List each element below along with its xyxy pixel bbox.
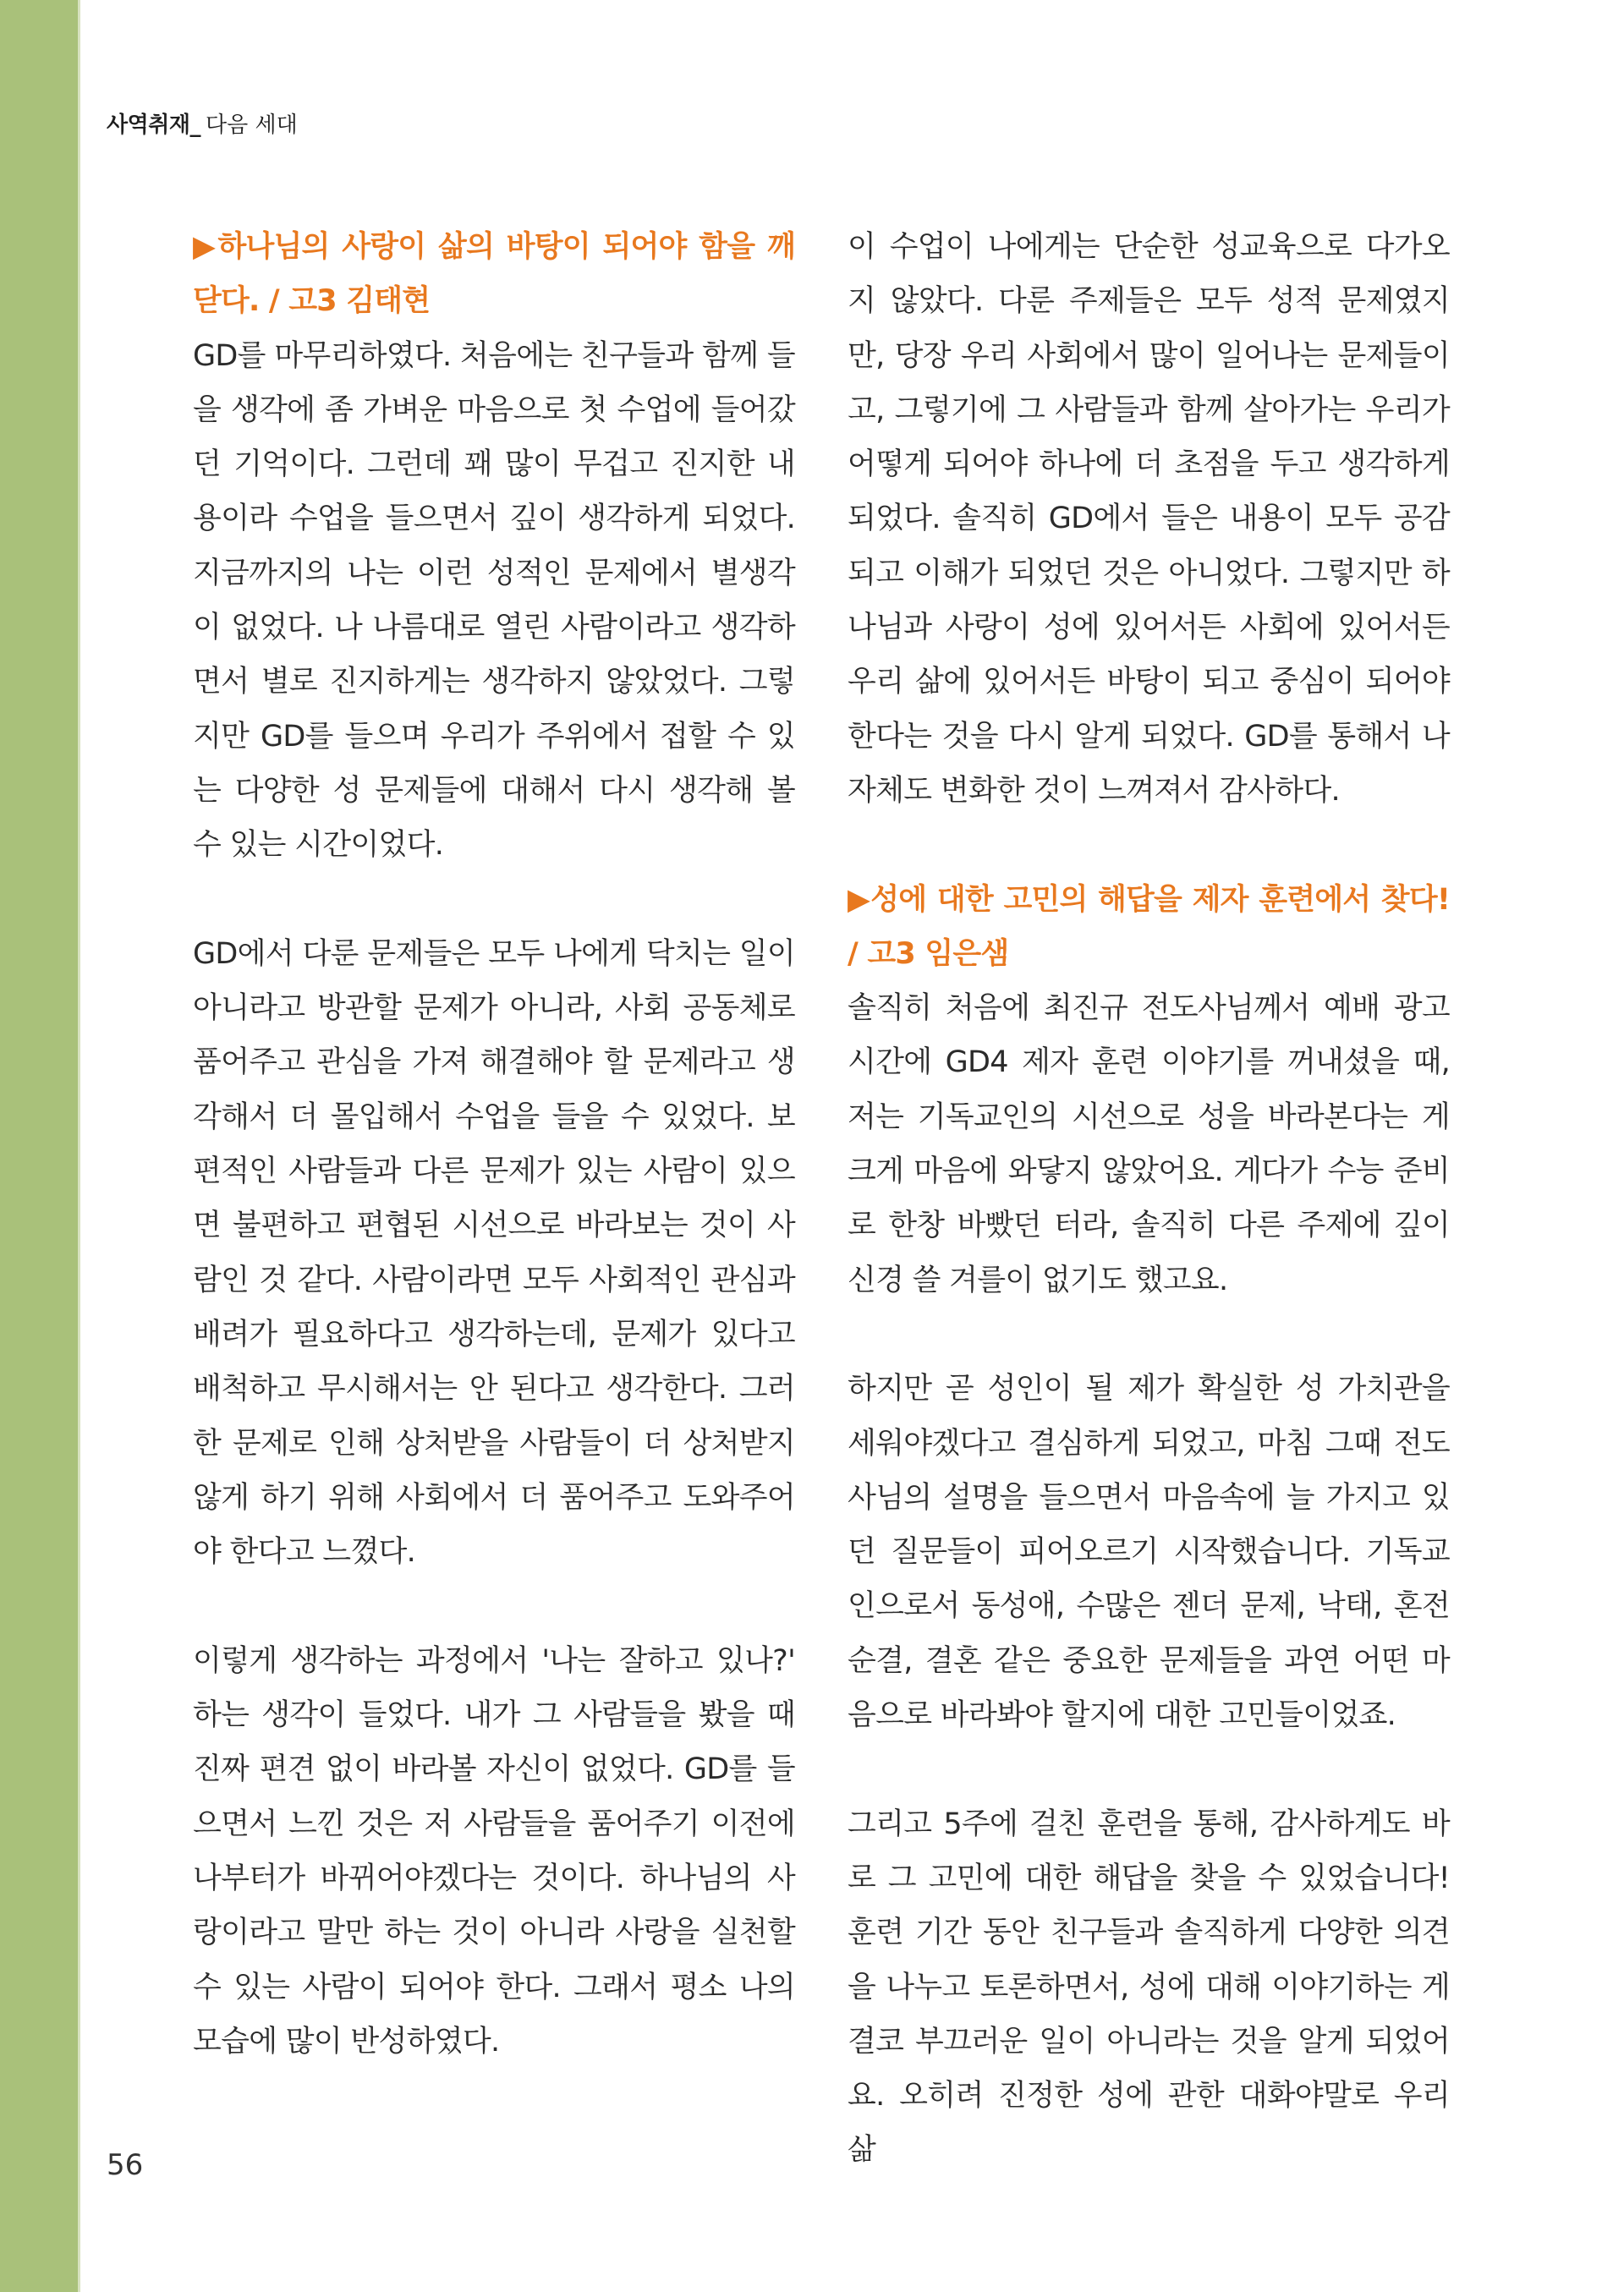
section-label: 사역취재_: [107, 112, 200, 138]
paragraph-gap: [193, 873, 795, 927]
left-paragraph-1: GD를 마무리하였다. 처음에는 친구들과 함께 들을 생각에 좀 가벼운 마음으로 첫 수업에 들어갔던 기억이다. 그런데 꽤 많이 무겁고 진지한 내용이라 수업을 들으면서 깊이 생각하게 되었다. 지금까지의 나는 이런 성적인 문제에서 별생각이 없었다. 나 나름대로 열린 사람이라고 생각하면서 별로 진지하게는 생각하지 않았었다. 그렇지만 GD를 들으며 우리가 주위에서 접할 수 있는 다양한 성 문제들에 대해서 다시 생각해 볼 수 있는 시간이었다.: [193, 338, 795, 863]
paragraph-gap: [848, 1742, 1450, 1796]
left-heading: ▶하나님의 사랑이 삶의 바탕이 되어야 함을 깨닫다. / 고3 김태현: [193, 230, 795, 319]
right-paragraph-2: 솔직히 처음에 최진규 전도사님께서 예배 광고 시간에 GD4 제자 훈련 이야기를 꺼내셨을 때, 저는 기독교인의 시선으로 성을 바라본다는 게 크게 마음에 와닿지 않았어요. 게다가 수능 준비로 한창 바빴던 터라, 솔직히 다른 주제에 깊이 신경 쓸 겨를이 없기도 했고요.: [848, 991, 1450, 1297]
paragraph-gap: [848, 1308, 1450, 1362]
left-paragraph-3: 이렇게 생각하는 과정에서 '나는 잘하고 있나?' 하는 생각이 들었다. 내가 그 사람들을 봤을 때 진짜 편견 없이 바라볼 자신이 없었다. GD를 들으면서 느낀 것은 저 사람들을 품어주기 이전에 나부터가 바뀌어야겠다는 것이다. 하나님의 사랑이라고 말만 하는 것이 아니라 사랑을 실천할 수 있는 사람이 되어야 한다. 그래서 평소 나의 모습에 많이 반성하였다.: [193, 1643, 795, 2059]
paragraph-gap: [848, 818, 1450, 872]
section-subtitle: 다음 세대: [205, 112, 298, 138]
right-heading: ▶성에 대한 고민의 해답을 제자 훈련에서 찾다! / 고3 임은샘: [848, 882, 1450, 971]
left-paragraph-2: GD에서 다룬 문제들은 모두 나에게 닥치는 일이 아니라고 방관할 문제가 아니라, 사회 공동체로 품어주고 관심을 가져 해결해야 할 문제라고 생각해서 더 몰입해서 수업을 들을 수 있었다. 보편적인 사람들과 다른 문제가 있는 사람이 있으면 불편하고 편협된 시선으로 바라보는 것이 사람인 것 같다. 사람이라면 모두 사회적인 관심과 배려가 필요하다고 생각하는데, 문제가 있다고 배척하고 무시해서는 안 된다고 생각한다. 그러한 문제로 인해 상처받을 사람들이 더 상처받지 않게 하기 위해 사회에서 더 품어주고 도와주어야 한다고 느꼈다.: [193, 936, 795, 1570]
right-paragraph-4: 그리고 5주에 걸친 훈련을 통해, 감사하게도 바로 그 고민에 대한 해답을 찾을 수 있었습니다! 훈련 기간 동안 친구들과 솔직하게 다양한 의견을 나누고 토론하면서, 성에 대해 이야기하는 게 결코 부끄러운 일이 아니라는 것을 알게 되었어요. 오히려 진정한 성에 관한 대화야말로 우리 삶: [848, 1807, 1450, 2168]
page-number: 56: [107, 2148, 144, 2182]
sidebar-divider: [78, 0, 80, 2292]
sidebar-band: [0, 0, 78, 2292]
right-paragraph-1: 이 수업이 나에게는 단순한 성교육으로 다가오지 않았다. 다룬 주제들은 모두 성적 문제였지만, 당장 우리 사회에서 많이 일어나는 문제들이고, 그렇기에 그 사람들과 함께 살아가는 우리가 어떻게 되어야 하나에 더 초점을 두고 생각하게 되었다. 솔직히 GD에서 들은 내용이 모두 공감되고 이해가 되었던 것은 아니었다. 그렇지만 하나님과 사랑이 성에 있어서든 사회에 있어서든 우리 삶에 있어서든 바탕이 되고 중심이 되어야 한다는 것을 다시 알게 되었다. GD를 통해서 나 자체도 변화한 것이 느껴져서 감사하다.: [848, 230, 1450, 808]
paragraph-gap: [193, 1579, 795, 1633]
right-paragraph-3: 하지만 곧 성인이 될 제가 확실한 성 가치관을 세워야겠다고 결심하게 되었고, 마침 그때 전도사님의 설명을 들으면서 마음속에 늘 가지고 있던 질문들이 피어오르기 시작했습니다. 기독교인으로서 동성애, 수많은 젠더 문제, 낙태, 혼전순결, 결혼 같은 중요한 문제들을 과연 어떤 마음으로 바라봐야 할지에 대한 고민들이었죠.: [848, 1372, 1450, 1733]
left-column: [193, 220, 795, 2069]
running-header: [107, 112, 298, 139]
right-column: [848, 220, 1450, 2178]
